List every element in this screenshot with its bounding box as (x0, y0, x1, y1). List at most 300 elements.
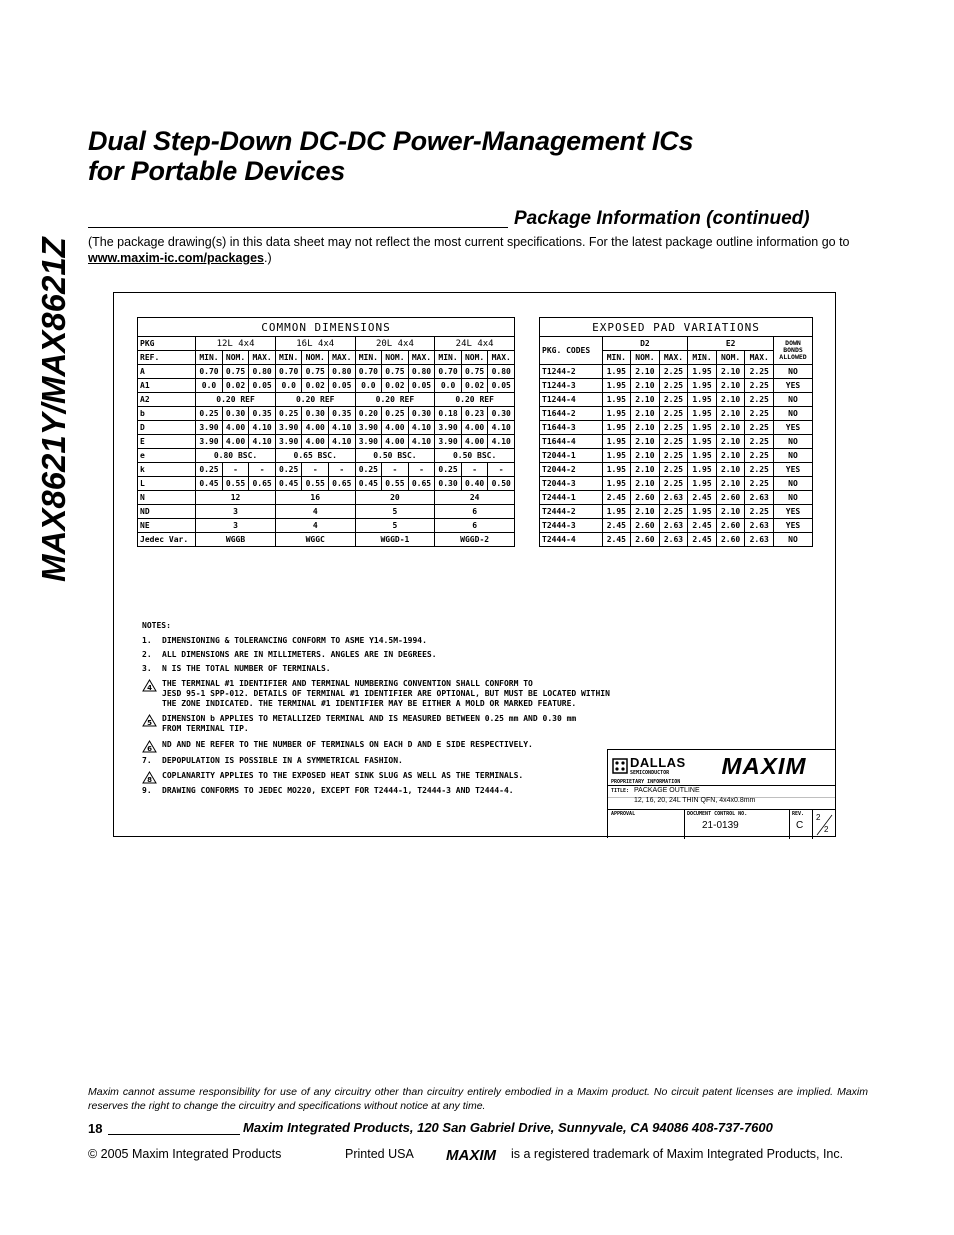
pkg-code: T1244-4 (540, 393, 603, 407)
dimension-value: 4.10 (249, 421, 276, 435)
dimension-value: 6 (435, 519, 515, 533)
down-bonds-value: YES (774, 505, 813, 519)
pad-value: 2.25 (745, 379, 774, 393)
note-text (162, 740, 533, 750)
dimension-value: 0.02 (461, 379, 488, 393)
dimension-value: 0.80 (249, 365, 276, 379)
exposed-pad-row (540, 519, 813, 533)
pad-value: 2.25 (659, 449, 688, 463)
dimension-value: WGGD-2 (435, 533, 515, 547)
pkg-code: T1644-2 (540, 407, 603, 421)
pad-value: 2.10 (716, 435, 745, 449)
note-text (162, 664, 331, 674)
exposed-pad-row (540, 449, 813, 463)
dimension-value: 0.45 (275, 477, 302, 491)
pad-value: 2.60 (716, 491, 745, 505)
note-line: JESD 95-1 SPP-012. DETAILS OF TERMINAL #1 IDENTIFIER ARE OPTIONAL, BUT MUST BE LOCATED WITHIN (162, 689, 610, 698)
subheader: NOM. (631, 351, 660, 365)
dimension-value: 0.65 (249, 477, 276, 491)
dimension-value: 3 (196, 505, 276, 519)
exposed-pad-table (539, 317, 813, 547)
subheader: NOM. (302, 351, 329, 365)
pad-value: 2.63 (659, 533, 688, 547)
dimension-value: 0.70 (196, 365, 223, 379)
note-number: 2. (142, 650, 152, 659)
down-bonds-value: YES (774, 519, 813, 533)
pad-value: 2.25 (659, 379, 688, 393)
dimension-value: - (249, 463, 276, 477)
note-text (162, 714, 576, 734)
pad-value: 2.60 (631, 533, 660, 547)
dallas-logo-text: DALLAS (630, 755, 686, 770)
note-number: 7. (142, 756, 152, 765)
pad-value: 2.63 (745, 533, 774, 547)
dimension-value: 0.75 (302, 365, 329, 379)
dimension-row (138, 449, 515, 463)
down-bonds-value: NO (774, 393, 813, 407)
pad-value: 2.25 (745, 463, 774, 477)
dimension-value: 6 (435, 505, 515, 519)
doc-control-label: DOCUMENT CONTROL NO. (687, 811, 748, 817)
dimension-ref: L (138, 477, 196, 491)
note-line: FROM TERMINAL TIP. (162, 724, 249, 733)
pad-value: 2.25 (745, 505, 774, 519)
side-part-number-text: MAX8621Y/MAX8621Z (35, 237, 72, 582)
subheader: MAX. (249, 351, 276, 365)
down-bonds-value: YES (774, 421, 813, 435)
dimension-row (138, 491, 515, 505)
pad-value: 2.25 (745, 449, 774, 463)
pad-value: 2.45 (688, 519, 717, 533)
pad-value: 2.25 (659, 477, 688, 491)
dimension-value: 12 (196, 491, 276, 505)
pad-value: 2.10 (716, 477, 745, 491)
dimension-value: 0.02 (302, 379, 329, 393)
pad-value: 2.10 (631, 421, 660, 435)
pad-value: 2.10 (716, 407, 745, 421)
dimension-value: - (329, 463, 356, 477)
dimension-value: 0.20 REF (196, 393, 276, 407)
pkg-code: T2044-3 (540, 477, 603, 491)
pad-value: 1.95 (602, 449, 631, 463)
dimension-row (138, 463, 515, 477)
dimension-value: 4.00 (461, 435, 488, 449)
dimension-value: 4.10 (329, 435, 356, 449)
maxim-logo (696, 756, 832, 778)
pad-value: 2.63 (659, 519, 688, 533)
note-line: COPLANARITY APPLIES TO THE EXPOSED HEAT SINK SLUG AS WELL AS THE TERMINALS. (162, 771, 524, 780)
pad-value: 2.25 (659, 393, 688, 407)
dimension-value: 0.80 BSC. (196, 449, 276, 463)
rev-label: REV. (792, 811, 805, 817)
pad-value: 1.95 (688, 365, 717, 379)
dimension-value: 0.75 (222, 365, 249, 379)
dimension-value: 4.00 (222, 435, 249, 449)
sheet-total: 2 (824, 825, 829, 834)
semiconductor-text: SEMICONDUCTOR (630, 770, 670, 776)
pad-value: 1.95 (602, 393, 631, 407)
dimension-ref: e (138, 449, 196, 463)
common-caption-row (138, 318, 515, 337)
exposed-pad-row (540, 421, 813, 435)
dimension-ref: ND (138, 505, 196, 519)
note-number: 3. (142, 664, 152, 673)
pad-value: 2.25 (659, 407, 688, 421)
pad-value: 1.95 (688, 477, 717, 491)
trademark-notice: is a registered trademark of Maxim Integrated Products, Inc. (511, 1147, 844, 1161)
exposed-pad-row (540, 393, 813, 407)
note-line: DEPOPULATION IS POSSIBLE IN A SYMMETRICAL FASHION. (162, 756, 403, 765)
note-triangle-icon (142, 679, 157, 692)
pkg-code: T2444-4 (540, 533, 603, 547)
dimension-value: 3.90 (275, 435, 302, 449)
dimension-value: 0.50 BSC. (435, 449, 515, 463)
pad-value: 2.10 (631, 393, 660, 407)
pkg-codes-label: PKG. CODES (540, 337, 603, 365)
pad-value: 1.95 (688, 463, 717, 477)
ref-label: REF. (138, 351, 196, 365)
pkg-code: T2444-3 (540, 519, 603, 533)
maxim-footer-logo (440, 1147, 502, 1161)
down-bonds-label: DOWN BONDS ALLOWED (774, 337, 813, 365)
down-bonds-value: NO (774, 449, 813, 463)
common-dimensions-caption: COMMON DIMENSIONS (138, 318, 515, 337)
dimension-value: 0.0 (355, 379, 382, 393)
dimension-value: 3.90 (275, 421, 302, 435)
dimension-value: 4 (275, 505, 355, 519)
note-number: 1. (142, 636, 152, 645)
note-triangle-icon (142, 714, 157, 727)
pad-value: 2.10 (631, 365, 660, 379)
dimension-value: 0.40 (461, 477, 488, 491)
exposed-pad-row (540, 491, 813, 505)
dimension-value: 0.30 (435, 477, 462, 491)
note-item (142, 714, 576, 734)
subheader: MAX. (329, 351, 356, 365)
intro-text: (The package drawing(s) in this data sheet may not reflect the most current specifications. For the latest package outline information go to (88, 235, 850, 249)
common-subheader-row (138, 351, 515, 365)
dimension-value: 0.20 REF (275, 393, 355, 407)
note-text (162, 636, 427, 646)
subheader: MIN. (196, 351, 223, 365)
pad-value: 1.95 (688, 407, 717, 421)
dimension-row (138, 505, 515, 519)
note-line: ALL DIMENSIONS ARE IN MILLIMETERS. ANGLES ARE IN DEGREES. (162, 650, 437, 659)
dimension-value: 0.20 REF (435, 393, 515, 407)
dimension-value: 0.70 (435, 365, 462, 379)
pad-value: 2.10 (716, 449, 745, 463)
pad-value: 2.10 (631, 449, 660, 463)
pad-value: 2.63 (745, 491, 774, 505)
subheader: NOM. (382, 351, 409, 365)
note-item (142, 650, 437, 660)
pad-value: 2.25 (659, 463, 688, 477)
subheader: NOM. (461, 351, 488, 365)
dimension-value: 0.05 (249, 379, 276, 393)
pkg-code: T1244-2 (540, 365, 603, 379)
dimension-ref: Jedec Var. (138, 533, 196, 547)
pad-value: 1.95 (688, 421, 717, 435)
dimension-ref: k (138, 463, 196, 477)
pkg-code: T1244-3 (540, 379, 603, 393)
down-bonds-value: NO (774, 491, 813, 505)
pad-value: 2.25 (745, 393, 774, 407)
subheader: NOM. (716, 351, 745, 365)
note-item (142, 786, 514, 796)
note-item (142, 756, 403, 766)
package-header: 20L 4x4 (355, 337, 435, 351)
pkg-code: T2044-2 (540, 463, 603, 477)
approval-label: APPROVAL (611, 811, 636, 817)
dimension-value: - (488, 463, 515, 477)
copyright: © 2005 Maxim Integrated Products (88, 1147, 282, 1161)
dimension-value: - (461, 463, 488, 477)
dimension-value: 0.35 (329, 407, 356, 421)
intro-after: .) (264, 251, 272, 265)
pad-value: 1.95 (602, 505, 631, 519)
dimension-ref: E (138, 435, 196, 449)
common-package-row (138, 337, 515, 351)
page-title-line-2: for Portable Devices (88, 156, 346, 186)
pad-value: 2.45 (602, 491, 631, 505)
dimension-value: 4.00 (382, 435, 409, 449)
pad-value: 2.10 (716, 365, 745, 379)
title-line-1: PACKAGE OUTLINE (634, 787, 700, 794)
disclaimer: Maxim cannot assume responsibility for use of any circuitry other than circuitry entirely embodied in a Maxim product. No circuit patent licenses are implied. Maxim reserves the right to change the circuitry and specifications without notice at any time. (88, 1086, 868, 1112)
dimension-value: 0.30 (302, 407, 329, 421)
dimension-value: 0.05 (408, 379, 435, 393)
subheader: MIN. (275, 351, 302, 365)
pad-value: 2.45 (688, 491, 717, 505)
printed-usa: Printed USA (345, 1147, 414, 1161)
exposed-pad-caption: EXPOSED PAD VARIATIONS (540, 318, 813, 337)
dimension-value: 0.25 (275, 463, 302, 477)
pad-value: 2.25 (745, 477, 774, 491)
dimension-row (138, 519, 515, 533)
pad-value: 2.25 (659, 421, 688, 435)
page-number: 18 (88, 1121, 103, 1136)
dimension-row (138, 421, 515, 435)
note-item (142, 740, 533, 753)
pad-value: 1.95 (602, 365, 631, 379)
dimension-value: 0.45 (196, 477, 223, 491)
pad-value: 2.10 (716, 505, 745, 519)
dimension-value: 4.00 (382, 421, 409, 435)
exposed-caption-row (540, 318, 813, 337)
title-line-2: 12, 16, 20, 24L THIN QFN, 4x4x0.8mm (634, 797, 756, 804)
down-bonds-value: YES (774, 379, 813, 393)
dimension-value: 0.75 (461, 365, 488, 379)
pkg-code: T2044-1 (540, 449, 603, 463)
pad-value: 2.10 (716, 463, 745, 477)
dallas-logo-icon (612, 758, 628, 774)
subheader: MAX. (659, 351, 688, 365)
dimension-value: 20 (355, 491, 435, 505)
dimension-value: 0.65 BSC. (275, 449, 355, 463)
note-number: 4 (147, 684, 152, 692)
dimension-value: 0.0 (435, 379, 462, 393)
pad-value: 2.60 (716, 533, 745, 547)
pad-value: 2.25 (659, 505, 688, 519)
pad-value: 2.25 (745, 365, 774, 379)
pad-value: 1.95 (602, 421, 631, 435)
exposed-pad-row (540, 407, 813, 421)
note-line: THE ZONE INDICATED. THE TERMINAL #1 IDENTIFIER MAY BE EITHER A MOLD OR MARKED FEATURE. (162, 699, 577, 708)
pkg-code: T1644-4 (540, 435, 603, 449)
note-item (142, 771, 523, 784)
dimension-value: 0.25 (355, 463, 382, 477)
note-line: THE TERMINAL #1 IDENTIFIER AND TERMINAL NUMBERING CONVENTION SHALL CONFORM TO (162, 679, 533, 688)
dimension-ref: A2 (138, 393, 196, 407)
down-bonds-value: NO (774, 435, 813, 449)
dimension-ref: b (138, 407, 196, 421)
dimension-value: 4.00 (461, 421, 488, 435)
pad-value: 2.60 (631, 519, 660, 533)
rev-value: C (796, 820, 804, 831)
sheet-number: 2 (816, 813, 821, 822)
pad-value: 2.63 (745, 519, 774, 533)
subheader: NOM. (222, 351, 249, 365)
common-dimensions-table (137, 317, 515, 547)
exposed-pad-row (540, 365, 813, 379)
note-number: 8 (147, 776, 152, 784)
note-item (142, 636, 427, 646)
maxim-logo-text: MAXIM (721, 756, 807, 778)
dimension-value: 0.80 (408, 365, 435, 379)
dimension-value: 0.02 (222, 379, 249, 393)
dimension-value: 4.10 (249, 435, 276, 449)
packages-link[interactable]: www.maxim-ic.com/packages (88, 251, 265, 265)
note-item (142, 679, 610, 709)
dimension-value: 0.55 (382, 477, 409, 491)
dimension-value: WGGC (275, 533, 355, 547)
down-bonds-value: NO (774, 533, 813, 547)
dimension-value: 0.0 (275, 379, 302, 393)
pad-value: 2.10 (631, 435, 660, 449)
note-number: 5 (147, 719, 152, 727)
dimension-value: 3.90 (355, 421, 382, 435)
dimension-value: 0.75 (382, 365, 409, 379)
section-heading: Package Information (continued) (514, 208, 810, 229)
subheader: MIN. (688, 351, 717, 365)
exposed-group-row (540, 337, 813, 351)
dimension-value: 24 (435, 491, 515, 505)
dimension-row (138, 435, 515, 449)
proprietary-label: PROPRIETARY INFORMATION (611, 779, 681, 785)
doc-number: 21-0139 (702, 820, 739, 831)
pkg-code: T2444-1 (540, 491, 603, 505)
dimension-value: 0.18 (435, 407, 462, 421)
dimension-value: 0.65 (329, 477, 356, 491)
dimension-value: 0.05 (488, 379, 515, 393)
exposed-pad-row (540, 477, 813, 491)
subheader: MAX. (488, 351, 515, 365)
note-line: N IS THE TOTAL NUMBER OF TERMINALS. (162, 664, 331, 673)
dimension-value: 16 (275, 491, 355, 505)
note-line: DRAWING CONFORMS TO JEDEC MO220, EXCEPT FOR T2444-1, T2444-3 AND T2444-4. (162, 786, 514, 795)
pad-value: 1.95 (688, 435, 717, 449)
dimension-value: - (222, 463, 249, 477)
group-header: E2 (688, 337, 774, 351)
page-title-line-1: Dual Step-Down DC-DC Power-Management ICs (88, 126, 694, 156)
dimension-value: 0.30 (488, 407, 515, 421)
note-item (142, 664, 331, 674)
footer-rule (108, 1134, 240, 1135)
pad-value: 2.63 (659, 491, 688, 505)
subheader: MAX. (745, 351, 774, 365)
dimension-value: 4.00 (302, 435, 329, 449)
dimension-value: 0.50 BSC. (355, 449, 435, 463)
dimension-row (138, 407, 515, 421)
note-triangle-icon (142, 771, 157, 784)
pad-value: 2.45 (602, 533, 631, 547)
notes-heading: NOTES: (142, 621, 171, 630)
dimension-value: 0.25 (382, 407, 409, 421)
subheader: MIN. (435, 351, 462, 365)
dimension-value: 0.65 (408, 477, 435, 491)
note-triangle-icon (142, 740, 157, 753)
dimension-value: 0.25 (196, 463, 223, 477)
pad-value: 1.95 (602, 477, 631, 491)
exposed-pad-row (540, 533, 813, 547)
note-line: DIMENSIONING & TOLERANCING CONFORM TO ASME Y14.5M-1994. (162, 636, 427, 645)
pad-value: 1.95 (602, 407, 631, 421)
dimension-value: 4.10 (408, 421, 435, 435)
title-label: TITLE: (611, 788, 630, 794)
dimension-value: 0.45 (355, 477, 382, 491)
pad-value: 2.25 (745, 435, 774, 449)
dimension-value: - (382, 463, 409, 477)
dimension-row (138, 533, 515, 547)
dimension-ref: A (138, 365, 196, 379)
dimension-value: 0.30 (222, 407, 249, 421)
package-header: 24L 4x4 (435, 337, 515, 351)
intro-paragraph (88, 234, 873, 266)
note-number: 9. (142, 786, 152, 795)
dimension-row (138, 393, 515, 407)
dimension-row (138, 477, 515, 491)
dimension-row (138, 379, 515, 393)
note-text (162, 756, 403, 766)
package-header: 12L 4x4 (196, 337, 276, 351)
note-text (162, 679, 610, 709)
pad-value: 2.25 (745, 407, 774, 421)
dimension-value: 0.70 (355, 365, 382, 379)
down-bonds-value: NO (774, 365, 813, 379)
maxim-footer-logo-text: MAXIM (446, 1147, 496, 1161)
pad-value: 2.45 (602, 519, 631, 533)
note-text (162, 786, 514, 796)
dimension-row (138, 365, 515, 379)
pad-value: 1.95 (688, 379, 717, 393)
note-text (162, 650, 437, 660)
pad-value: 2.25 (745, 421, 774, 435)
dimension-ref: N (138, 491, 196, 505)
exposed-pad-row (540, 505, 813, 519)
dimension-value: 0.25 (196, 407, 223, 421)
note-text (162, 771, 523, 781)
dimension-value: 4.10 (488, 435, 515, 449)
pad-value: 1.95 (602, 435, 631, 449)
dimension-value: 3.90 (196, 421, 223, 435)
dimension-value: 3.90 (435, 435, 462, 449)
dimension-value: 4 (275, 519, 355, 533)
dimension-value: 0.80 (488, 365, 515, 379)
dimension-value: 5 (355, 519, 435, 533)
dimension-value: 0.50 (488, 477, 515, 491)
dimension-value: 4.10 (408, 435, 435, 449)
pad-value: 1.95 (688, 393, 717, 407)
